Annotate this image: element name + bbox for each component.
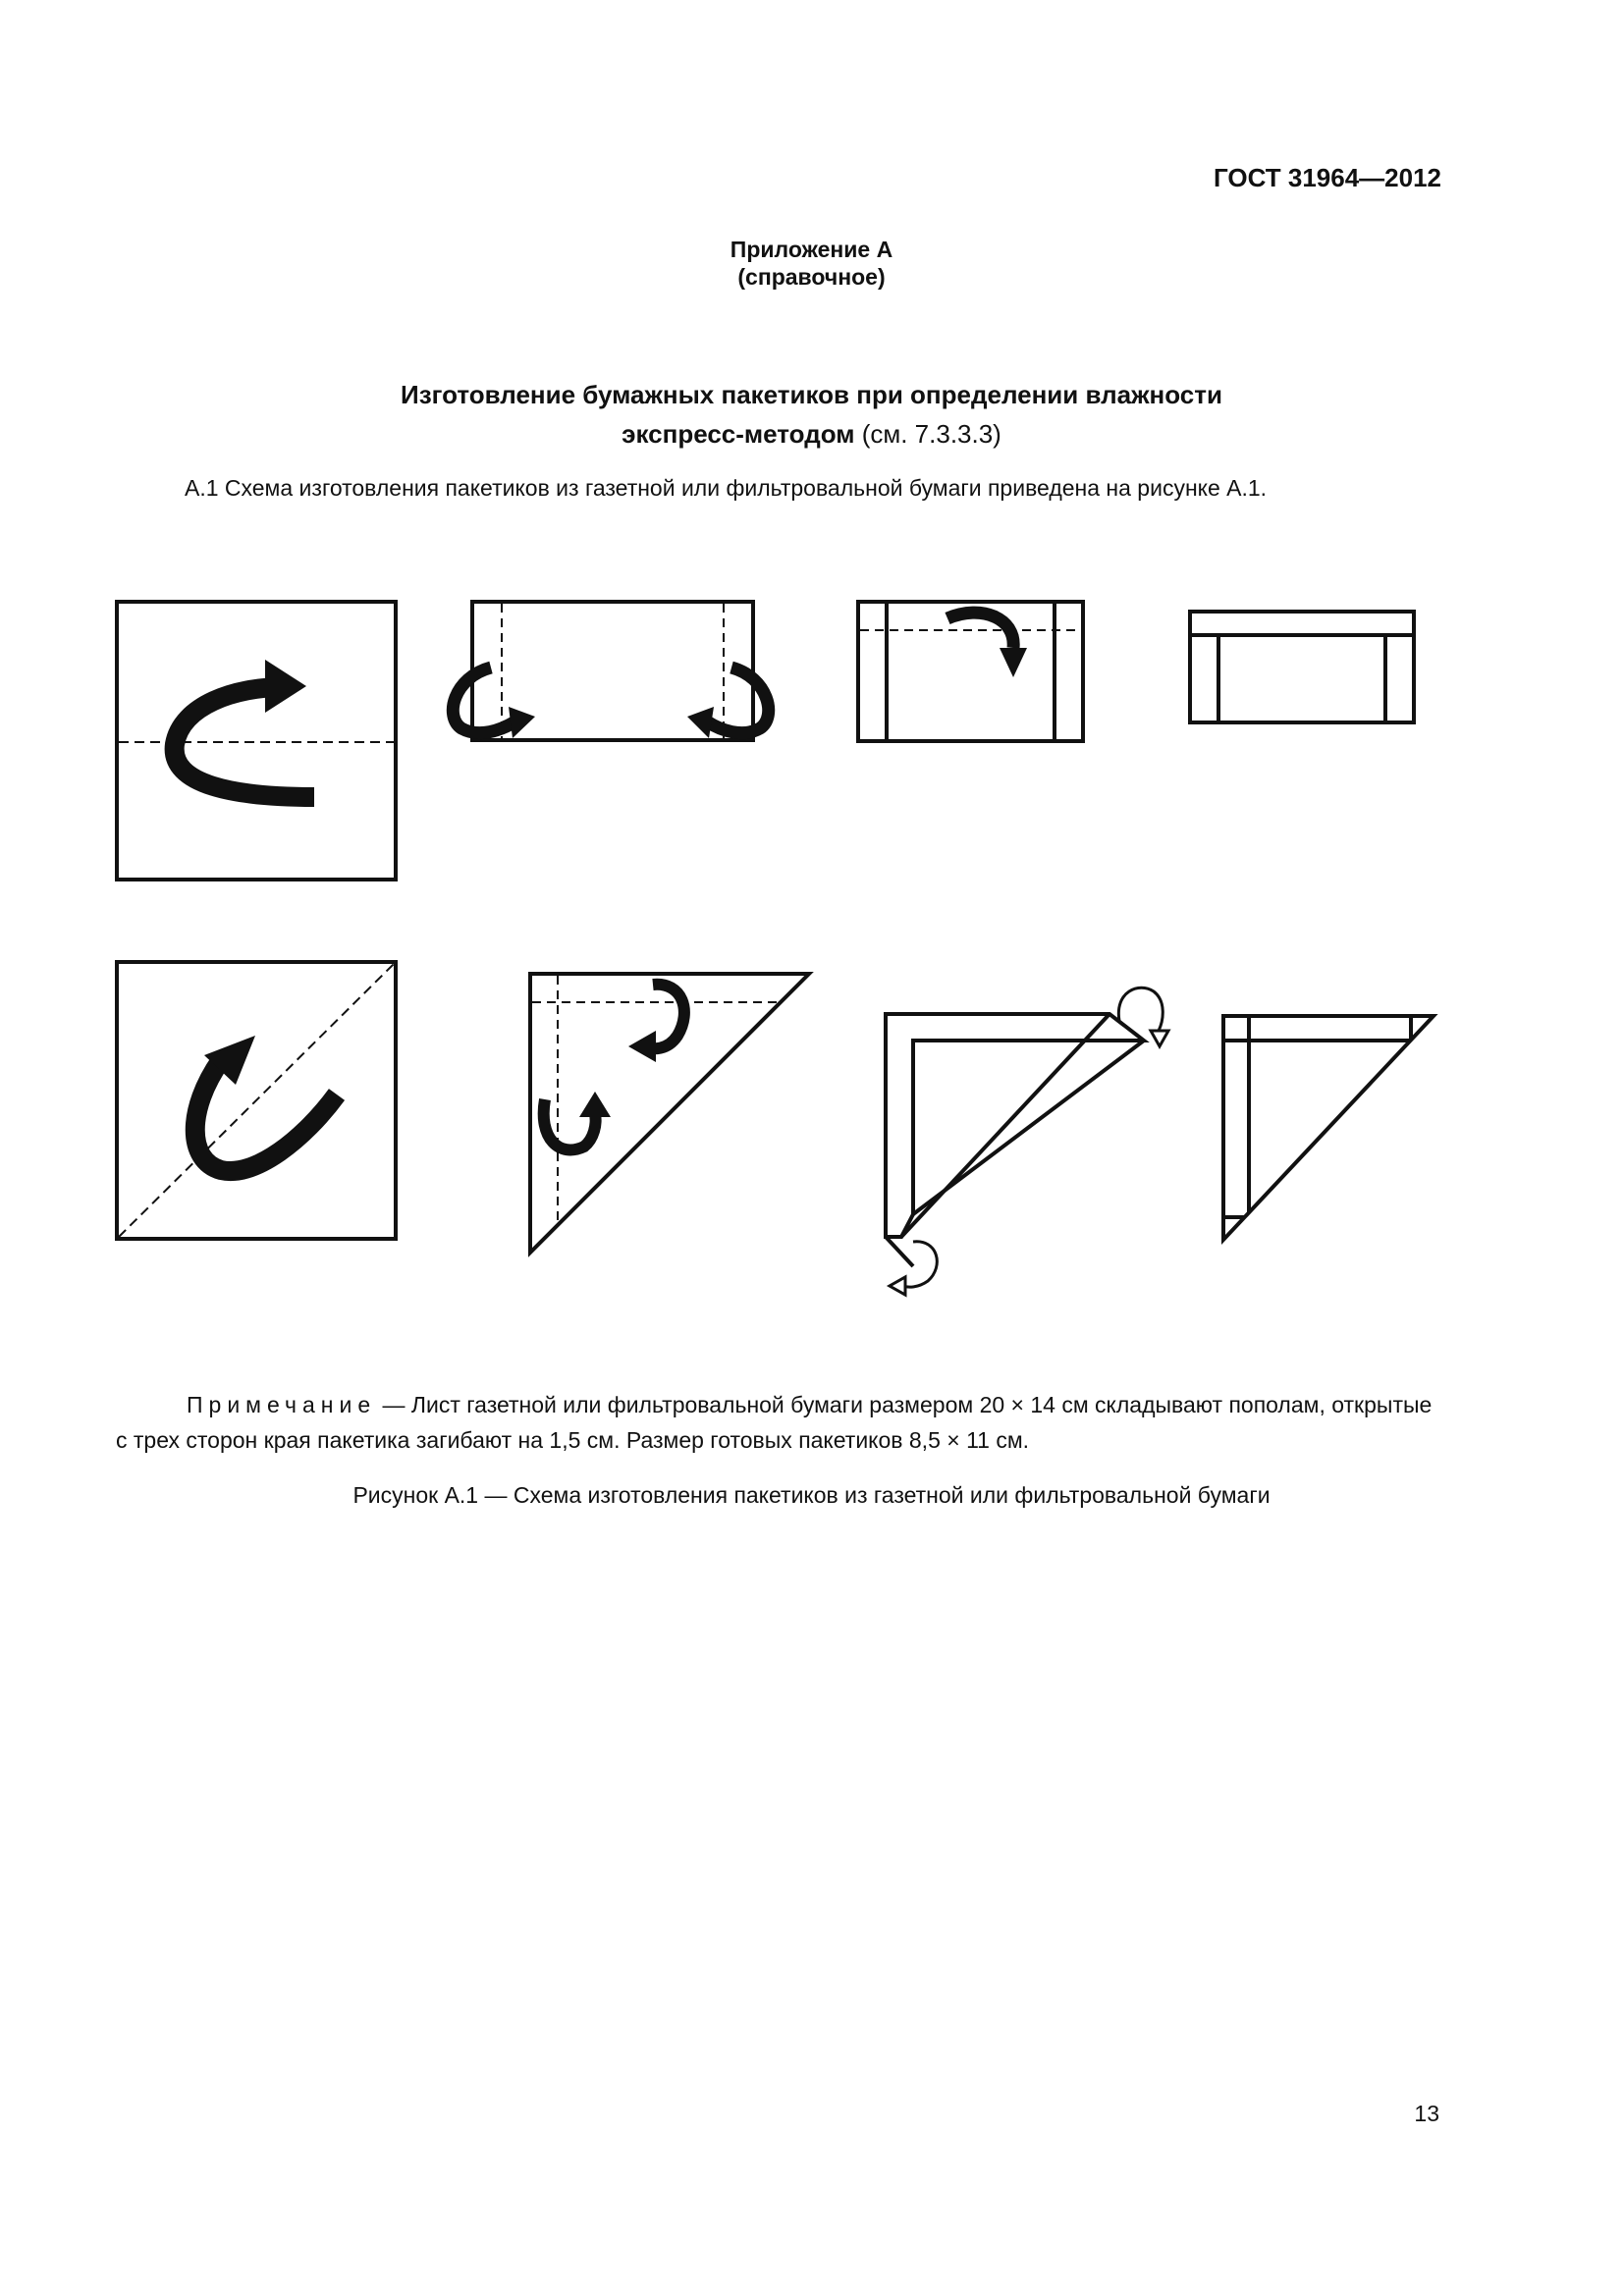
tuck-arrow-icon [1151,1031,1168,1046]
tuck-arrow-icon [903,1242,937,1287]
note-label: Примечание [187,1392,377,1417]
fold-arrow-icon [509,707,535,738]
fold-arrow-icon [1000,648,1027,677]
fold-arrow-icon [265,660,306,713]
title-line-2-ref: (см. 7.3.3.3) [854,419,1001,449]
appendix-type: (справочное) [737,264,886,290]
step-5-fold-diagonal [117,962,396,1239]
title-line-2-bold: экспресс-методом [622,419,855,449]
page-number: 13 [1414,2101,1439,2126]
figure-caption: Рисунок А.1 — Схема изготовления пакетиков из газетной или фильтровальной бумаги [352,1482,1271,1508]
step-7-tuck-corners [886,988,1168,1295]
title-line-1: Изготовление бумажных пакетиков при определении влажности [401,380,1222,409]
step-3-fold-top [858,602,1083,741]
standard-number: ГОСТ 31964—2012 [1214,163,1441,192]
step-6-triangle-fold-edges [530,974,809,1253]
fold-arrow-icon [687,707,714,738]
tuck-arrow-icon [890,1277,905,1295]
appendix-name: Приложение А [730,237,893,262]
fold-arrow-icon [628,1031,656,1062]
note-text: — Лист газетной или фильтровальной бумаги размером 20 × 14 см складывают пополам, открытые с трех сторон края пакетика загибают на 1,5 см. Размер готовых пакетиков 8,5 × 11 см. [116,1392,1433,1453]
figure-note [116,1387,1441,1458]
step-8-finished-triangle [1223,1016,1434,1240]
fold-arrow-icon [579,1092,611,1117]
intro-paragraph: А.1 Схема изготовления пакетиков из газетной или фильтровальной бумаги приведена на рисунке А.1. [185,475,1268,501]
step-1-fold-in-half [117,602,396,880]
step-4-finished-packet [1190,612,1414,722]
step-2-fold-sides [453,602,768,740]
